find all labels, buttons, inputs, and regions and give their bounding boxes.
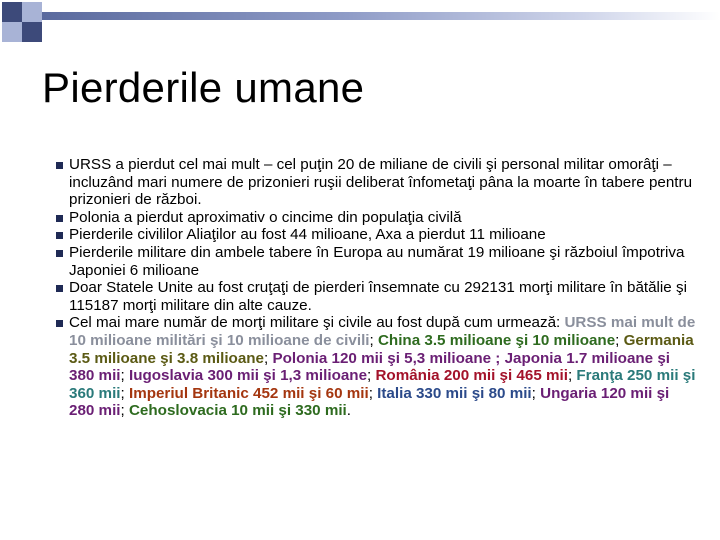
casualty-segment: Polonia 120 mii şi 5,3 milioane ; (272, 349, 505, 367)
bullet-item (58, 209, 698, 227)
bullet-text: URSS a pierdut cel mai mult – cel puţin 20 de miliane de civili şi personal militar omorâţi – incluzând mari numere de prizonieri ruşii deliberat înfometaţi pâna la moarte în tabere pentru prizonieri de război. (69, 156, 693, 209)
square-bullet-icon (56, 320, 63, 327)
square-bullet-icon (56, 250, 63, 257)
casualty-segment: ; (264, 349, 273, 367)
square-bullet-icon (56, 232, 63, 239)
bullet-text: Pierderile civililor Aliaţilor au fost 44 milioane, Axa a pierdut 11 milioane (69, 226, 546, 244)
casualty-segment: Franţa 250 mii şi 360 mii (69, 367, 696, 402)
casualty-segment: Japonia 1.7 milioane şi 380 mii (69, 349, 671, 385)
casualty-segment: Cehoslovacia 10 mii şi 330 mii (128, 402, 347, 420)
casualty-segment: Imperiul Britanic 452 mii şi 60 mii (128, 384, 369, 402)
casualty-segment: România 200 mii şi 465 mii (375, 367, 568, 385)
bullet-intro-text: Cel mai mare număr de morţi militare şi civile au fost după cum urmează: (69, 314, 565, 332)
bullet-text: Polonia a pierdut aproximativ o cincime din populaţia civilă (69, 208, 462, 226)
casualty-segment: ; (567, 367, 577, 385)
bullet-item (58, 226, 698, 244)
casualty-segment: ; (368, 384, 378, 402)
header-gradient-bar (42, 12, 720, 20)
bullet-item (58, 244, 698, 279)
casualty-segment: ; (120, 367, 129, 385)
bullet-list (58, 156, 698, 420)
corner-square-decoration (2, 2, 22, 22)
casualty-segment: Italia 330 mii şi 80 mii (377, 384, 532, 402)
bullet-item (58, 156, 698, 209)
casualty-segment: URSS mai mult de 10 milioane militări şi 10 milioane de civili (69, 314, 696, 349)
slide-title: Pierderile umane (42, 64, 365, 111)
casualty-segment: . (346, 402, 352, 420)
casualty-segment: ; (367, 367, 376, 385)
square-bullet-icon (56, 215, 63, 222)
corner-square-decoration (22, 2, 42, 22)
bullet-text: Doar Statele Unite au fost cruţaţi de pierderi însemnate cu 292131 morţi militare în bătălie şi 115187 morţi militare din alte cauze. (69, 279, 687, 314)
casualty-segment: China 3.5 milioane şi 10 milioane (377, 331, 616, 349)
casualty-segment: ; (120, 384, 129, 402)
casualty-segment: Ungaria 120 mii şi 280 mii (69, 384, 670, 420)
casualty-segment: Germania 3.5 milioane şi 3.8 milioane (69, 331, 694, 367)
bullet-item (58, 314, 698, 420)
casualty-segment: ; (531, 384, 541, 402)
corner-square-decoration (2, 22, 22, 42)
corner-square-decoration (22, 22, 42, 42)
square-bullet-icon (56, 285, 63, 292)
casualty-segment: ; (369, 331, 378, 349)
casualty-segment: ; (615, 331, 624, 349)
bullet-item (58, 279, 698, 314)
bullet-text: Pierderile militare din ambele tabere în Europa au numărat 19 milioane şi războiul împotriva Japoniei 6 milioane (69, 243, 685, 279)
square-bullet-icon (56, 162, 63, 169)
casualty-segment: ; (120, 402, 129, 420)
casualty-segment: Iugoslavia 300 mii şi 1,3 milioane (128, 367, 368, 385)
